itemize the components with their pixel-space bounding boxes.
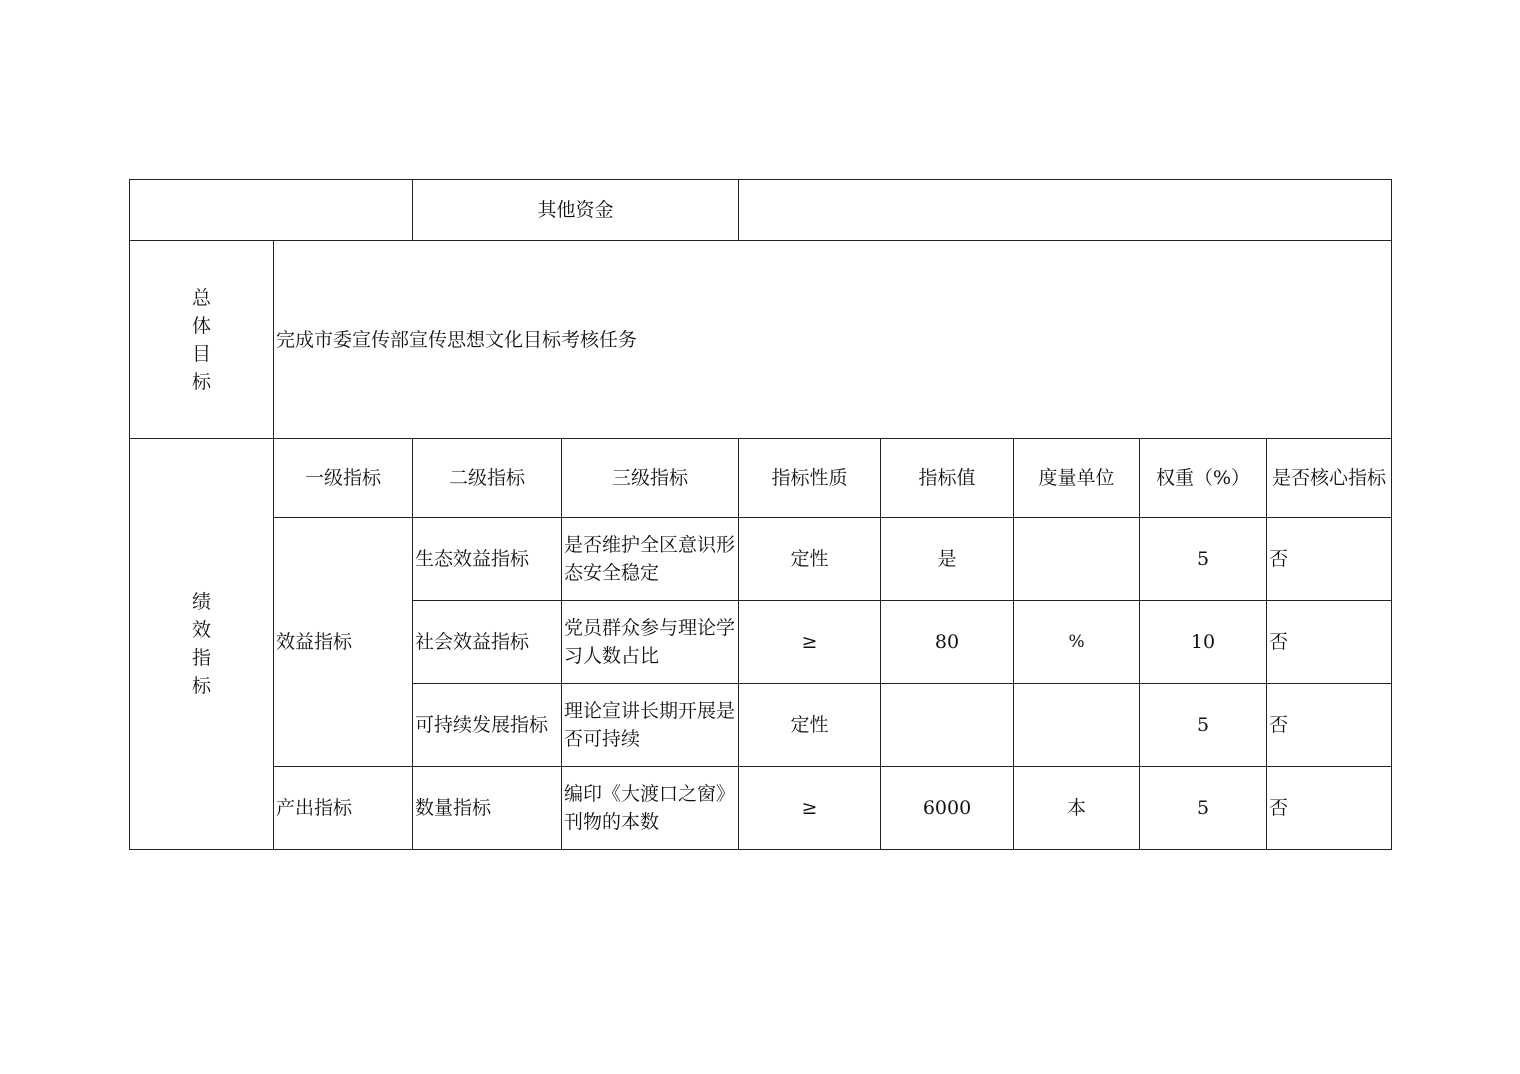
unit-cell <box>1014 518 1140 601</box>
weight-cell: 5 <box>1140 684 1267 767</box>
other-funds-value <box>739 180 1392 241</box>
level1-benefit: 效益指标 <box>274 518 413 767</box>
funds-row <box>130 180 1392 241</box>
level2-cell: 数量指标 <box>413 767 562 850</box>
core-cell: 否 <box>1267 684 1392 767</box>
level3-cell: 理论宣讲长期开展是否可持续 <box>562 684 739 767</box>
header-weight: 权重（%） <box>1140 439 1267 518</box>
nature-cell: ≥ <box>739 601 881 684</box>
core-cell: 否 <box>1267 767 1392 850</box>
header-value: 指标值 <box>881 439 1014 518</box>
level2-cell: 社会效益指标 <box>413 601 562 684</box>
value-cell <box>881 684 1014 767</box>
unit-cell: % <box>1014 601 1140 684</box>
header-row <box>130 439 1392 518</box>
weight-cell: 5 <box>1140 518 1267 601</box>
overall-goal-label: 总 体 目 标 <box>130 241 274 439</box>
level3-cell: 是否维护全区意识形态安全稳定 <box>562 518 739 601</box>
other-funds-label: 其他资金 <box>413 180 739 241</box>
header-level1: 一级指标 <box>274 439 413 518</box>
table-row <box>130 767 1392 850</box>
core-cell: 否 <box>1267 518 1392 601</box>
level2-cell: 可持续发展指标 <box>413 684 562 767</box>
header-level2: 二级指标 <box>413 439 562 518</box>
performance-goal-table <box>129 179 1392 850</box>
value-cell: 80 <box>881 601 1014 684</box>
core-cell: 否 <box>1267 601 1392 684</box>
header-nature: 指标性质 <box>739 439 881 518</box>
unit-cell: 本 <box>1014 767 1140 850</box>
funds-blank-cell <box>130 180 413 241</box>
weight-cell: 10 <box>1140 601 1267 684</box>
nature-cell: 定性 <box>739 684 881 767</box>
weight-cell: 5 <box>1140 767 1267 850</box>
value-cell: 6000 <box>881 767 1014 850</box>
level1-output: 产出指标 <box>274 767 413 850</box>
value-cell: 是 <box>881 518 1014 601</box>
level3-cell: 党员群众参与理论学习人数占比 <box>562 601 739 684</box>
nature-cell: ≥ <box>739 767 881 850</box>
unit-cell <box>1014 684 1140 767</box>
nature-cell: 定性 <box>739 518 881 601</box>
header-core: 是否核心指标 <box>1267 439 1392 518</box>
level2-cell: 生态效益指标 <box>413 518 562 601</box>
overall-goal-row <box>130 241 1392 439</box>
performance-label: 绩 效 指 标 <box>130 439 274 850</box>
table-row <box>130 518 1392 601</box>
overall-goal-text: 完成市委宣传部宣传思想文化目标考核任务 <box>274 241 1392 439</box>
header-level3: 三级指标 <box>562 439 739 518</box>
header-unit: 度量单位 <box>1014 439 1140 518</box>
level3-cell: 编印《大渡口之窗》刊物的本数 <box>562 767 739 850</box>
